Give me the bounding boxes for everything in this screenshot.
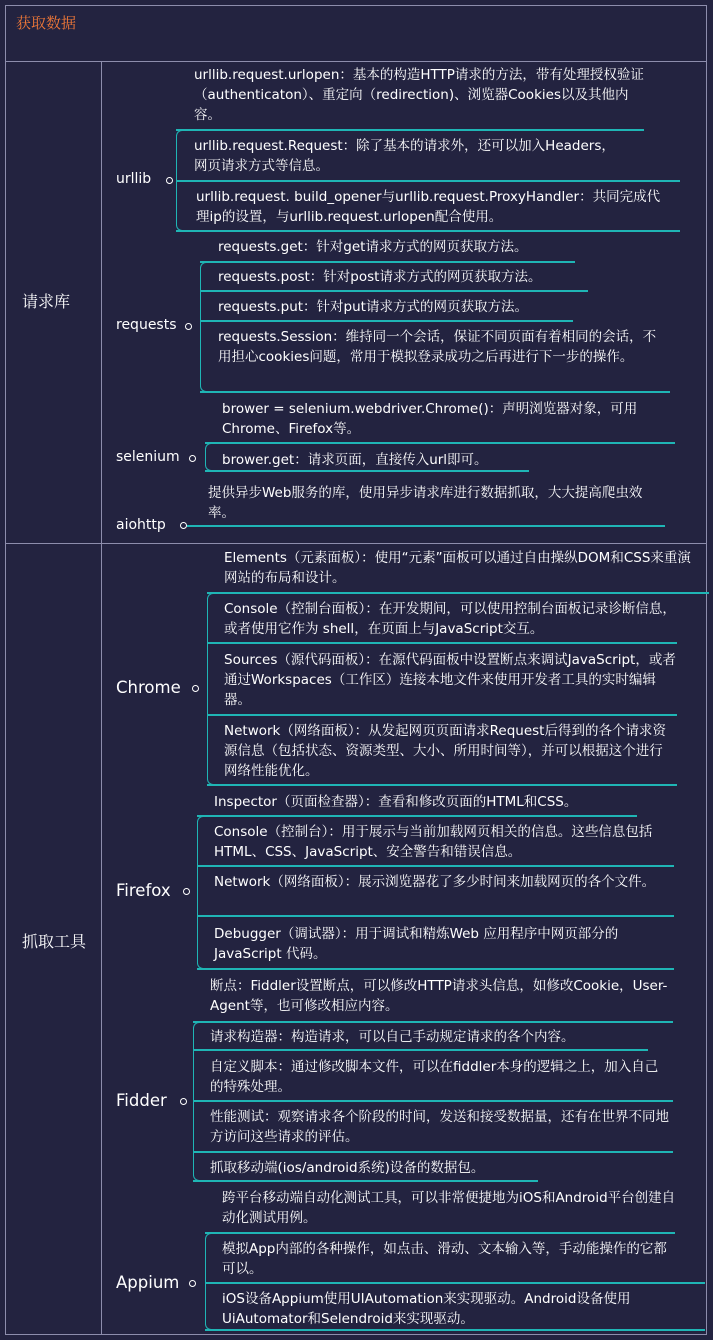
node-dot-aiohttp xyxy=(180,522,187,529)
node-dot-requests xyxy=(185,323,192,330)
underline-requests-session xyxy=(200,391,670,393)
section-divider xyxy=(6,543,706,544)
underline-appium-crossplatform xyxy=(205,1232,675,1234)
node-dot-urllib xyxy=(166,177,173,184)
leaf-requests-session: requests.Session：维持同一个会话，保证不同页面有着相同的会话，不用担心cookies问题，常用于模拟登录成功之后再进行下一步的操作。 xyxy=(218,329,657,365)
leaf-firefox-network: Network（网络面板）：展示浏览器花了多少时间来加载网页的各个文件。 xyxy=(214,874,656,890)
leaf-urllib-request: urllib.request.Request：除了基本的请求外，还可以加入Headers，网页请求方式等信息。 xyxy=(194,138,615,174)
underline-firefox-debugger xyxy=(197,968,674,970)
leaf-fidder-breakpoint: 断点：Fiddler设置断点，可以修改HTTP请求头信息，如修改Cookie，User-Agent等，也可修改相应内容。 xyxy=(210,978,668,1014)
underline-aiohttp xyxy=(193,525,665,527)
underline-chrome-network xyxy=(207,784,677,786)
underline-fidder-breakpoint xyxy=(193,1021,673,1023)
underline-fidder-script xyxy=(193,1100,673,1102)
page-title: 获取数据 xyxy=(16,14,77,32)
underline-urllib-opener xyxy=(176,230,680,232)
column-divider-1 xyxy=(101,61,102,1335)
section-label-request-libs: 请求库 xyxy=(22,292,71,311)
underline-requests-post xyxy=(200,290,588,292)
node-dot-chrome xyxy=(192,685,199,692)
underline-requests-put xyxy=(200,320,573,322)
leaf-appium-simulate: 模拟App内部的各种操作，如点击、滑动、文本输入等，手动能操作的它都可以。 xyxy=(222,1241,667,1277)
leaf-chrome-elements: Elements（元素面板）：使用“元素”面板可以通过自由操纵DOM和CSS来重演网站的布局和设计。 xyxy=(224,550,691,586)
group-label-requests: requests xyxy=(116,317,177,333)
leaf-firefox-inspector: Inspector（页面检查器）：查看和修改页面的HTML和CSS。 xyxy=(214,794,578,810)
underline-chrome-elements xyxy=(207,592,709,594)
node-dot-firefox xyxy=(183,888,190,895)
node-dot-appium xyxy=(189,1280,196,1287)
group-label-selenium: selenium xyxy=(116,449,180,465)
section-label-capture-tools: 抓取工具 xyxy=(22,932,87,951)
underline-fidder-composer xyxy=(193,1049,648,1051)
leaf-chrome-sources: Sources（源代码面板）：在源代码面板中设置断点来调试JavaScript，或者通过Workspaces（工作区）连接本地文件来使用开发者工具的实时编辑器。 xyxy=(224,652,676,708)
underline-selenium-chrome xyxy=(205,442,675,444)
leaf-fidder-script: 自定义脚本：通过修改脚本文件，可以在fiddler本身的逻辑之上，加入自己的特殊处理。 xyxy=(210,1059,659,1095)
leaf-urllib-opener: urllib.request. build_opener与urllib.request.ProxyHandler：共同完成代理ip的设置，与urllib.request.urlopen配合使用。 xyxy=(196,189,661,225)
underline-urllib-request xyxy=(176,180,680,182)
leaf-fidder-composer: 请求构造器：构造请求，可以自己手动规定请求的各个内容。 xyxy=(210,1029,575,1045)
group-label-urllib: urllib xyxy=(116,171,152,187)
underline-fidder-performance xyxy=(193,1151,673,1153)
underline-firefox-network xyxy=(197,915,674,917)
leaf-selenium-chrome: brower = selenium.webdriver.Chrome()：声明浏览器对象，可用Chrome、Firefox等。 xyxy=(222,401,638,437)
underline-appium-simulate xyxy=(205,1282,705,1284)
group-label-appium: Appium xyxy=(116,1273,180,1292)
underline-firefox-console xyxy=(197,865,674,867)
leaf-selenium-get: brower.get：请求页面，直接传入url即可。 xyxy=(222,452,488,468)
group-label-fidder: Fidder xyxy=(116,1091,167,1110)
group-label-firefox: Firefox xyxy=(116,881,171,900)
leaf-firefox-debugger: Debugger（调试器）：用于调试和精炼Web 应用程序中网页部分的JavaScript 代码。 xyxy=(214,926,619,962)
underline-chrome-console xyxy=(207,642,677,644)
underline-urllib-urlopen xyxy=(176,129,644,131)
leaf-requests-get: requests.get：针对get请求方式的网页获取方法。 xyxy=(218,239,528,255)
underline-firefox-inspector xyxy=(197,815,637,817)
leaf-requests-post: requests.post：针对post请求方式的网页获取方法。 xyxy=(218,269,542,285)
leaf-firefox-console: Console（控制台）：用于展示与当前加载网页相关的信息。这些信息包括HTML、CSS、JavaScript、安全警告和错误信息。 xyxy=(214,824,653,860)
underline-selenium-get xyxy=(205,470,529,472)
underline-requests-get xyxy=(200,261,575,263)
underline-fidder-mobile xyxy=(193,1180,538,1182)
node-dot-fidder xyxy=(180,1098,187,1105)
group-label-chrome: Chrome xyxy=(116,678,181,697)
leaf-chrome-network: Network（网络面板）：从发起网页页面请求Request后得到的各个请求资源信息（包括状态、资源类型、大小、所用时间等），并可以根据这个进行网络性能优化。 xyxy=(224,723,666,779)
leaf-fidder-performance: 性能测试：观察请求各个阶段的时间，发送和接受数据量，还有在世界不同地方访问这些请求的评估。 xyxy=(210,1109,669,1145)
leaf-urllib-urlopen: urllib.request.urlopen：基本的构造HTTP请求的方法，带有处理授权验证（authenticaton）、重定向（redirection)、浏览器Cookies以及其他内容。 xyxy=(194,67,644,123)
leaf-appium-drivers: iOS设备Appium使用UIAutomation来实现驱动。Android设备使用UiAutomator和Selendroid来实现驱动。 xyxy=(222,1291,631,1327)
title-divider xyxy=(6,61,706,62)
leaf-aiohttp: 提供异步Web服务的库，使用异步请求库进行数据抓取，大大提高爬虫效率。 xyxy=(208,485,643,521)
underline-appium-drivers xyxy=(205,1329,705,1331)
node-dot-selenium xyxy=(189,455,196,462)
leaf-chrome-console: Console（控制台面板）：在开发期间，可以使用控制台面板记录诊断信息，或者使用它作为 shell，在页面上与JavaScript交互。 xyxy=(224,601,676,637)
leaf-fidder-mobile: 抓取移动端(ios/android系统)设备的数据包。 xyxy=(210,1160,485,1176)
underline-chrome-sources xyxy=(207,714,677,716)
group-label-aiohttp: aiohttp xyxy=(116,517,166,533)
leaf-requests-put: requests.put：针对put请求方式的网页获取方法。 xyxy=(218,299,528,315)
leaf-appium-crossplatform: 跨平台移动端自动化测试工具，可以非常便捷地为iOS和Android平台创建自动化测试用例。 xyxy=(222,1190,676,1226)
